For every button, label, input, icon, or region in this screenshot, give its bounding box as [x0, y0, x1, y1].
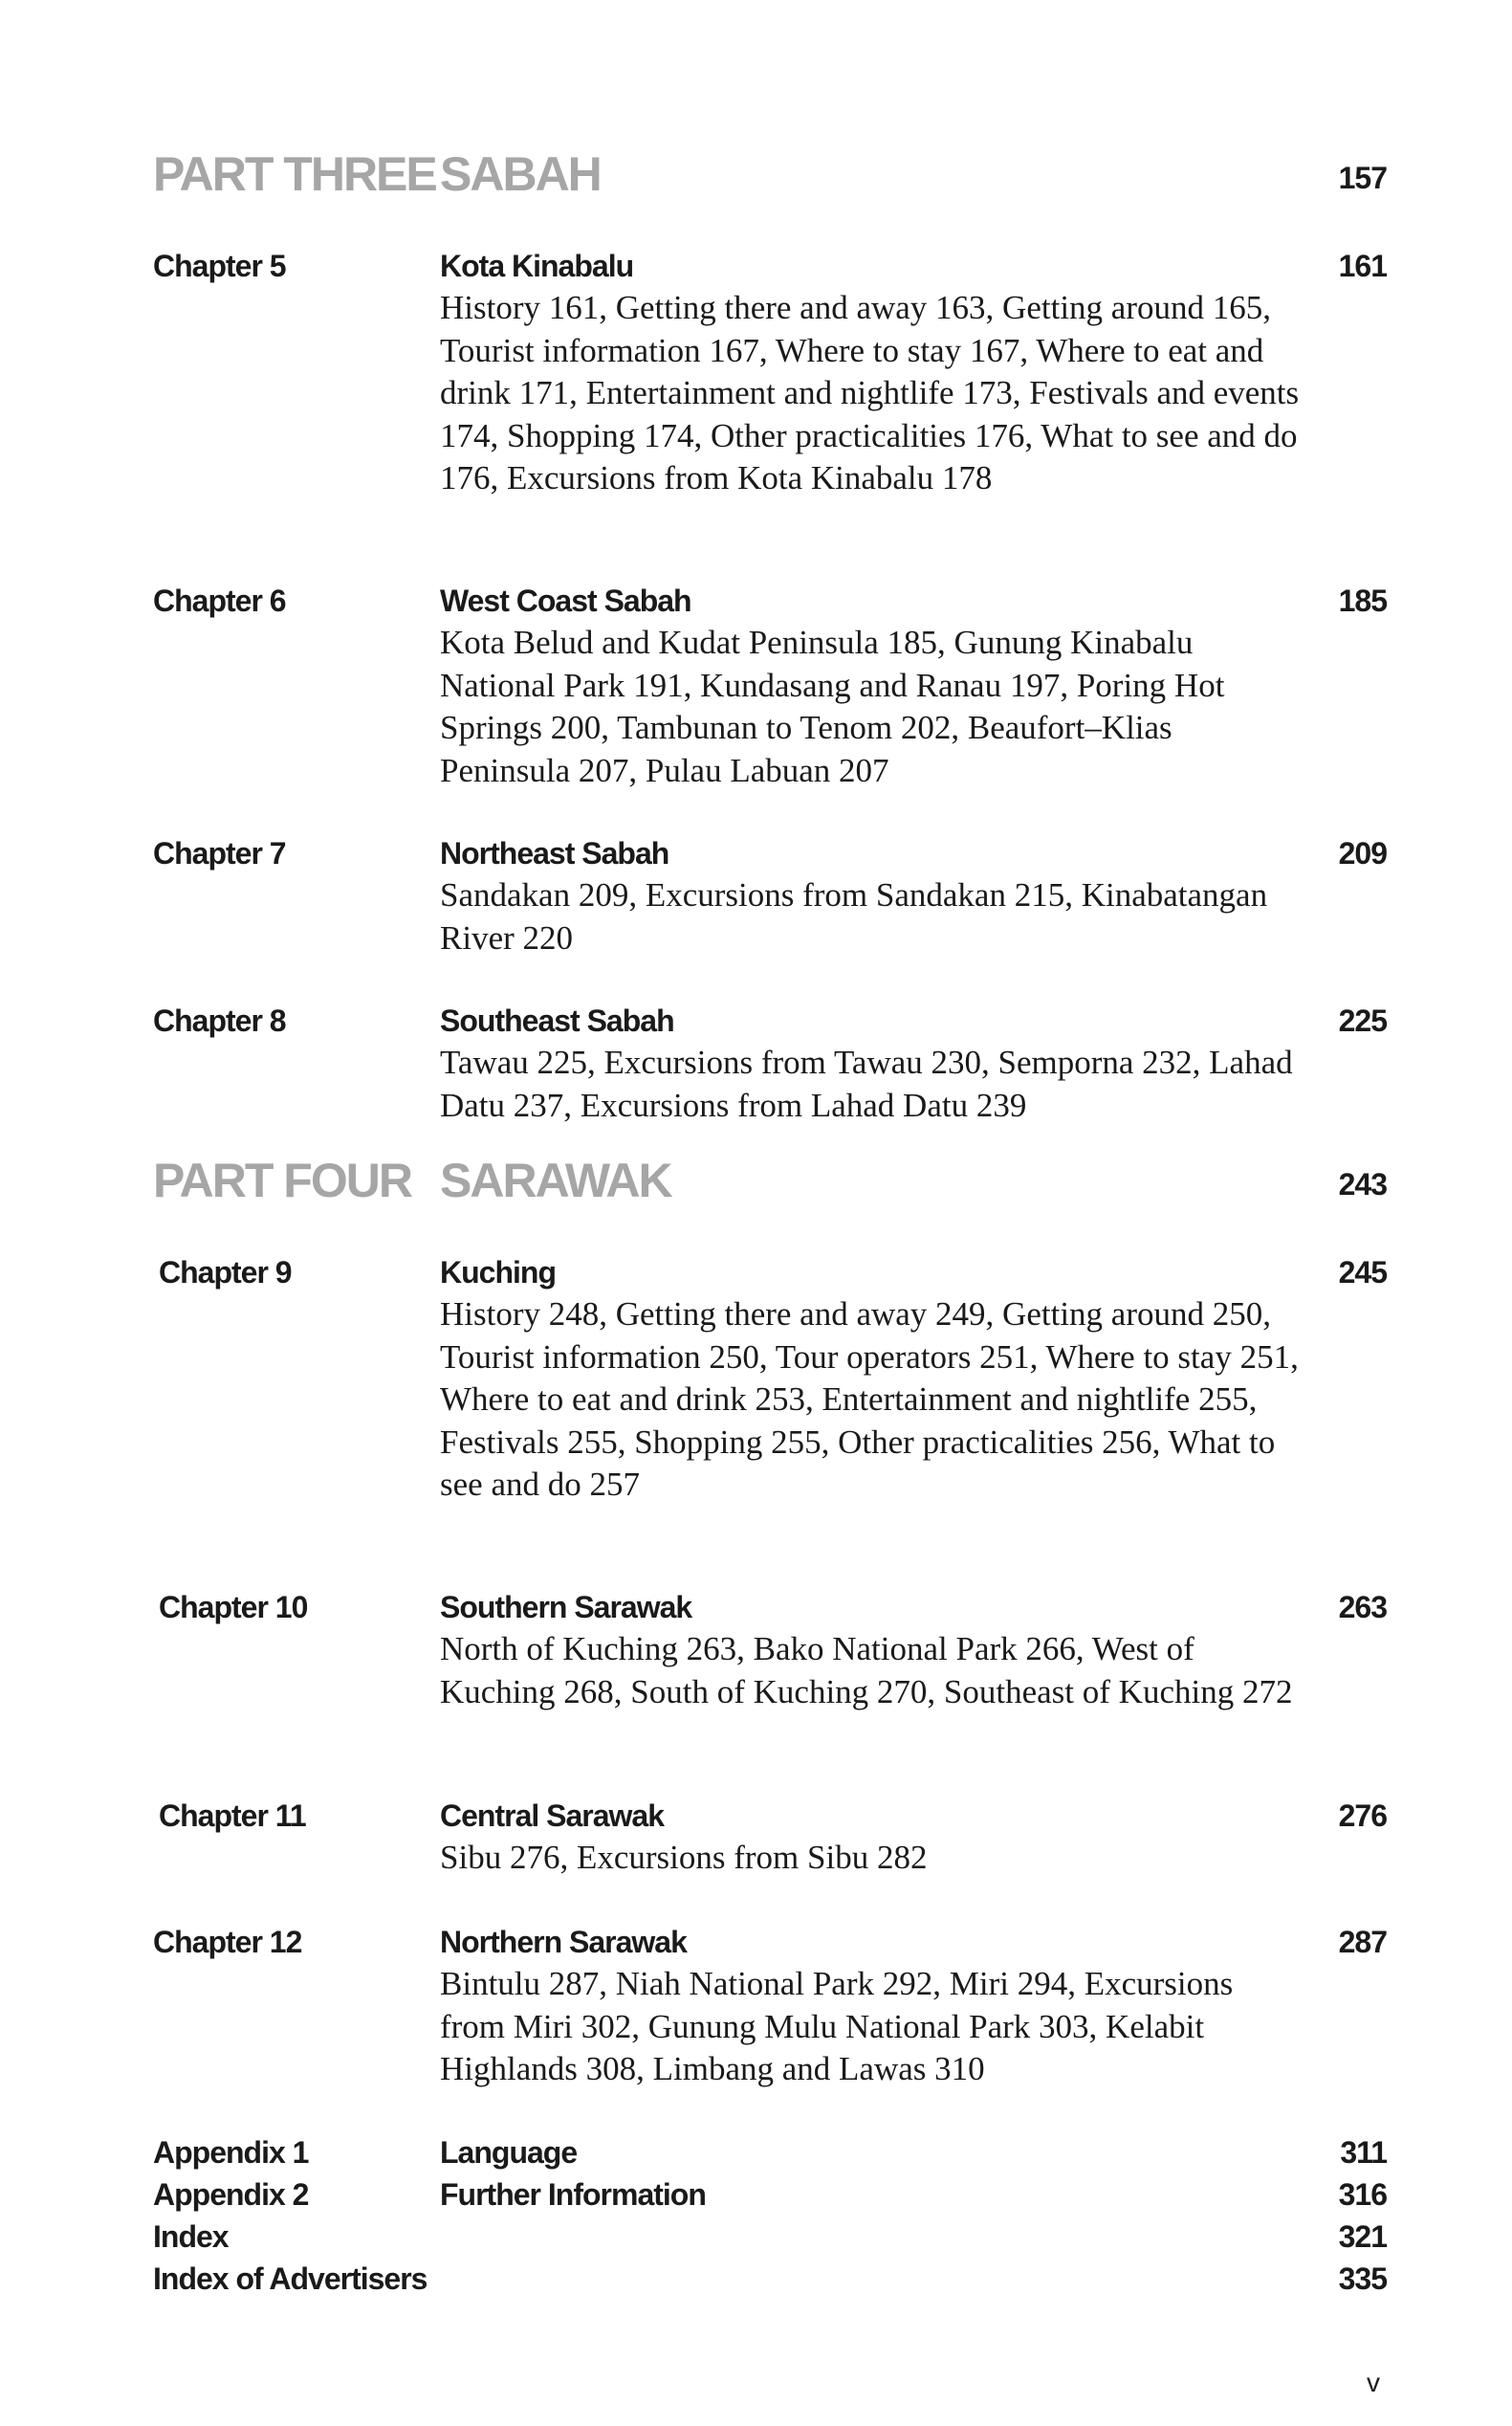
chapter-page-number: 263: [1338, 1590, 1387, 1624]
part-heading-four: [153, 1152, 1387, 1219]
chapter-page-number: 209: [1338, 836, 1387, 871]
chapter-contents: History 161, Getting there and away 163, Getting around 165, Tourist information 167, Where to stay 167, Where to eat and drink 171, Entertainment and nightlife 173, Festivals and events 174, Shopping 174, Other practicalities 176, What to see and do 176, Excursions from Kota Kinabalu 178: [440, 289, 1300, 496]
chapter-page-number: 185: [1338, 584, 1387, 618]
chapter-label: Chapter 6: [153, 584, 286, 618]
chapter-title[interactable]: Northeast Sabah: [440, 836, 669, 871]
part-label: PART THREE: [153, 147, 436, 201]
chapter-label: Chapter 12: [153, 1925, 302, 1959]
chapter-contents: North of Kuching 263, Bako National Park 266, West of Kuching 268, South of Kuching 270, Southeast of Kuching 272: [440, 1630, 1293, 1710]
index-page-number: 321: [1338, 2219, 1387, 2254]
chapter-title[interactable]: West Coast Sabah: [440, 584, 691, 618]
chapter-page-number: 161: [1338, 249, 1387, 283]
part-page-number: 157: [1338, 161, 1387, 195]
chapter-title[interactable]: Central Sarawak: [440, 1798, 665, 1833]
part-title: SARAWAK: [440, 1154, 671, 1207]
appendix-label: Appendix 2: [153, 2177, 309, 2212]
index-of-advertisers-label[interactable]: Index of Advertisers: [153, 2261, 427, 2296]
index-label[interactable]: Index: [153, 2219, 229, 2254]
chapter-contents: Tawau 225, Excursions from Tawau 230, Semporna 232, Lahad Datu 237, Excursions from Lahad Datu 239: [440, 1044, 1293, 1124]
index-of-advertisers-page-number: 335: [1338, 2261, 1387, 2296]
chapter-contents: Bintulu 287, Niah National Park 292, Miri 294, Excursions from Miri 302, Gunung Mulu National Park 303, Kelabit Highlands 308, Limbang and Lawas 310: [440, 1965, 1234, 2087]
part-page-number: 243: [1338, 1167, 1387, 1202]
part-heading-three: [153, 145, 1387, 212]
appendix-label: Appendix 1: [153, 2135, 309, 2170]
page-folio: v: [1367, 2368, 1380, 2397]
chapter-label: Chapter 10: [159, 1590, 308, 1624]
chapter-title[interactable]: Kuching: [440, 1255, 556, 1290]
chapter-page-number: 276: [1338, 1798, 1387, 1833]
appendix-page-number: 316: [1338, 2177, 1387, 2212]
chapter-contents: Sibu 276, Excursions from Sibu 282: [440, 1839, 928, 1876]
chapter-contents: Kota Belud and Kudat Peninsula 185, Gunung Kinabalu National Park 191, Kundasang and Ranau 197, Poring Hot Springs 200, Tambunan to Tenom 202, Beaufort–Klias Peninsula 207, Pulau Labuan 207: [440, 624, 1225, 789]
chapter-title[interactable]: Kota Kinabalu: [440, 249, 634, 283]
appendix-title[interactable]: Language: [440, 2135, 578, 2170]
part-title: SABAH: [440, 147, 601, 201]
part-label: PART FOUR: [153, 1154, 411, 1207]
appendix-title[interactable]: Further Information: [440, 2177, 706, 2212]
chapter-label: Chapter 9: [159, 1255, 292, 1290]
chapter-contents: Sandakan 209, Excursions from Sandakan 215, Kinabatangan River 220: [440, 876, 1268, 957]
chapter-page-number: 245: [1338, 1255, 1387, 1290]
chapter-label: Chapter 7: [153, 836, 286, 871]
chapter-contents: History 248, Getting there and away 249, Getting around 250, Tourist information 250, Tour operators 251, Where to stay 251, Where to eat and drink 253, Entertainment and nightlife 255, Festivals 255, Shopping 255, Other practicalities 256, What to see and do 257: [440, 1295, 1299, 1503]
chapter-page-number: 287: [1338, 1925, 1387, 1959]
chapter-label: Chapter 11: [159, 1798, 306, 1833]
chapter-page-number: 225: [1338, 1003, 1387, 1038]
chapter-label: Chapter 8: [153, 1003, 286, 1038]
chapter-title[interactable]: Southeast Sabah: [440, 1003, 674, 1038]
chapter-title[interactable]: Northern Sarawak: [440, 1925, 687, 1959]
appendix-page-number: 311: [1340, 2135, 1387, 2170]
chapter-label: Chapter 5: [153, 249, 286, 283]
chapter-title[interactable]: Southern Sarawak: [440, 1590, 692, 1624]
